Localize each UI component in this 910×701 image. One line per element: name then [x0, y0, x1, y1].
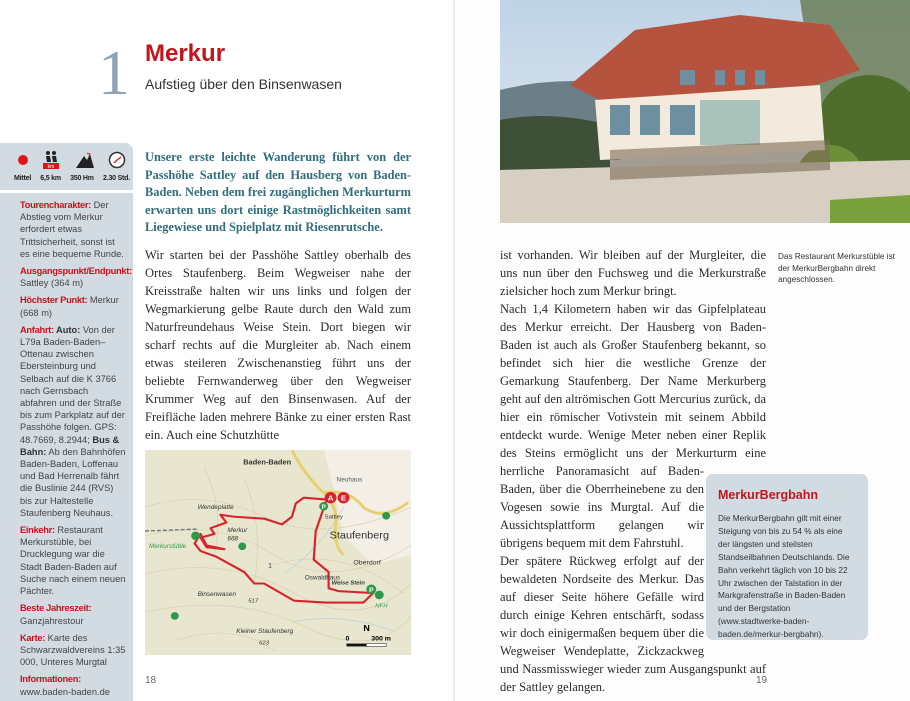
- chapter-number: 1: [98, 37, 130, 108]
- svg-text:Staufenberg: Staufenberg: [329, 529, 390, 542]
- svg-text:Oberdorf: Oberdorf: [353, 559, 381, 566]
- right-page: [455, 0, 910, 701]
- info-food: Einkehr: Restaurant Merkurstüble, bei Drucklegung war die Stadt Baden-Baden auf Suche nach einem neuen Pächter.: [20, 525, 126, 597]
- info-season: Beste Jahreszeit: Ganzjahrestour: [20, 603, 92, 626]
- tour-info: [0, 193, 133, 698]
- stat-duration: 2.30 Std.: [103, 175, 130, 182]
- left-text-column: [145, 149, 411, 655]
- svg-text:Sattley: Sattley: [324, 514, 343, 521]
- stat-distance: 6,5 km: [40, 175, 61, 182]
- svg-text:NFH: NFH: [375, 602, 388, 609]
- svg-text:Oswaldhaus: Oswaldhaus: [304, 574, 341, 582]
- infobox-text: Die MerkurBergbahn gilt mit einer Steigung von bis zu 54 % als eine der längsten und steilsten Standseilbahnen Deutschlands. Die Bahn verkehrt täglich von 10 bis 22 Uhr zwischen der Talstation in der Markgrafenstraße in Baden-Baden und der Bergstation (www.stadtwerke-baden-baden.de/merkur-bergbahn).: [718, 513, 850, 640]
- photo-caption: Das Restaurant Merkurstüble ist der MerkurBergbahn direkt angeschlossen.: [778, 252, 895, 284]
- info-character: Tourencharakter: Der Abstieg vom Merkur erfordert etwas Trittsicherheit, sonst ist es eine bequeme Runde.: [20, 200, 124, 259]
- difficulty-dot-icon: [18, 155, 28, 165]
- svg-text:A: A: [327, 493, 334, 502]
- svg-text:300 m: 300 m: [371, 635, 391, 643]
- svg-text:E: E: [340, 493, 347, 502]
- route-map: [145, 450, 411, 655]
- info-directions: Anfahrt: Auto: Von der L79a Baden-Baden–Ottenau zwischen Ebersteinburg und Selbach auf die K 3766 nach Gernsbach abfahren und der Straße bis zum Parkplatz auf der Passhöhe folgen. GPS: 48.7669, 8.2944; Bus & Bahn: Ab den Bahnhöfen Baden-Baden, Loffenau und Bad Herrenalb fährt die Buslinie 244 (RVS) bis zur Haltestelle Staufenberg Neuhaus.: [20, 324, 126, 518]
- info-map: Karte: Karte des Schwarzwaldvereins 1:35 000, Unteres Murgtal: [20, 632, 126, 668]
- page-subtitle: Aufstieg über den Binsenwasen: [145, 76, 342, 92]
- svg-text:Binsenwasen: Binsenwasen: [197, 590, 236, 598]
- page-number-right: 19: [756, 675, 768, 686]
- svg-text:N: N: [363, 622, 370, 633]
- svg-text:1: 1: [268, 561, 272, 569]
- svg-text:km: km: [47, 164, 55, 170]
- restaurant-photo: [500, 0, 910, 223]
- tour-info-sidebar: [0, 143, 133, 701]
- intro-text: Unsere erste leichte Wanderung führt von der Passhöhe Sattley auf den Hausberg von Baden-Baden. Neben dem frei zugänglichen Merkurturm erwarten uns dort einige Rastmöglichkeiten samt Liegewiese und Spielplatz mit Riesenrutsche.: [145, 150, 411, 234]
- svg-text:668: 668: [227, 535, 239, 543]
- svg-text:0: 0: [345, 635, 350, 643]
- stat-elevation: 350 Hm: [70, 175, 94, 182]
- hikers-km-icon: [41, 150, 61, 170]
- body-text-left: Wir starten bei der Passhöhe Sattley oberhalb des Ortes Staufenberg. Beim Wegweiser nahe der Kreisstraße halten wir uns links und folgen der Wegmarkierung gelbe Raute durch den Wald zum Naturfreundehaus Weise Stein. Dort biegen wir scharf rechts auf die Murgleiter ab. Nach einem etwas steileren Zwischenanstieg führt uns der beliebte Fernwanderweg über den Wegweiser Krummer Weg auf den Binsenwasen. Auf der Freifläche laden mehrere Bänke zu einer ersten Rast ein. Auch eine Schutzhütte: [145, 247, 411, 442]
- info-start: Ausgangspunkt/Endpunkt: Sattley (364 m): [20, 266, 132, 289]
- page-title: Merkur: [145, 40, 226, 67]
- body-paragraph-3: Der spätere Rückweg erfolgt auf der bewaldeten Nordseite des Merkur. Das auf dieser Seite höhere Gefälle wird durch einige Kehren entschärft, sodass wir doch einigermaßen bequem über die Wegweiser Wendeplatte, Zickzackweg und Nassmisswieger wieder zum Ausgangspunkt auf der Sattley gelangen.: [500, 554, 766, 694]
- page-number-left: 18: [145, 675, 157, 686]
- svg-text:Merkur: Merkur: [227, 526, 248, 534]
- svg-text:Kleiner Staufenberg: Kleiner Staufenberg: [236, 627, 294, 635]
- body-paragraph-2: Nach 1,4 Kilometern haben wir das Gipfelplateau des Merkur erreicht. Der Hausberg von Baden-Baden ist auch als Großer Staufenberg bekannt, so befindet sich hier die westliche Grenze der Gemarkung Staufenberg. Der Name Merkurberg geht auf den altrömischen Gott Mercurius zurück, da hier ein römischer Votivstein mit seinem Abbild entdeckt wurde. Wenige Meter neben einer Replik des Steins ermöglicht uns der Merkurturm eine herrliche Panoramasicht auf Baden-Baden, über die Oberrheinebene zu den Vogesen sowie ins Murgtal. Auf die Aussichtsplattform gelangen wir übrigens bequem mit dem Fahrstuhl.: [500, 302, 766, 550]
- svg-text:P: P: [321, 503, 326, 511]
- svg-text:Merkurstüble: Merkurstüble: [148, 542, 187, 550]
- clock-icon: [108, 151, 126, 169]
- tour-stats: [0, 143, 133, 193]
- body-paragraph-1: ist vorhanden. Wir bleiben auf der Murgleiter, die uns nun über den Fuchsweg und die Merkurstraße zielsicher hoch zum Merkur bringt.: [500, 248, 766, 298]
- info-highest: Höchster Punkt: Merkur (668 m): [20, 295, 119, 318]
- svg-text:P: P: [368, 586, 374, 594]
- svg-text:623: 623: [259, 640, 270, 646]
- infobox-title: MerkurBergbahn: [718, 488, 819, 502]
- svg-text:Weise Stein: Weise Stein: [331, 580, 365, 586]
- merkurbergbahn-infobox: [706, 474, 868, 640]
- svg-text:517: 517: [248, 598, 259, 605]
- info-website: Informationen: www.baden-baden.de: [20, 674, 110, 697]
- svg-text:Neuhaus: Neuhaus: [336, 476, 363, 483]
- mountain-elevation-icon: [75, 151, 95, 169]
- svg-text:Wendeplatte: Wendeplatte: [197, 503, 234, 511]
- svg-text:Baden-Baden: Baden-Baden: [243, 456, 292, 466]
- stat-difficulty: Mittel: [14, 175, 32, 182]
